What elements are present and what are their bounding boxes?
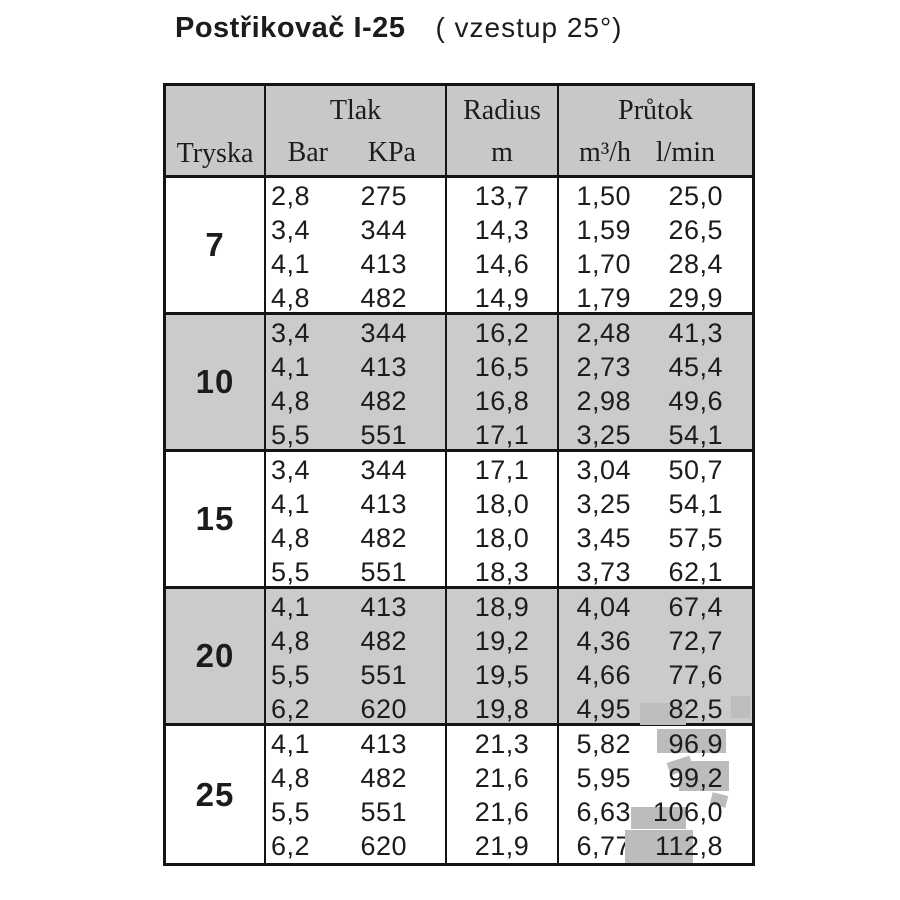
m3h-value: 6,77 [576,831,631,861]
tryska-cell [166,315,266,449]
lmin-value: 29,9 [668,283,723,313]
kpa-value: 413 [360,489,407,519]
bar-value: 3,4 [270,215,310,245]
bar-value: 4,1 [270,352,310,382]
header-prutok-label: Průtok [618,95,693,126]
kpa-value: 344 [360,318,407,348]
m3h-value: 4,36 [576,626,631,656]
tlak-cell [266,726,447,863]
prutok-cell [559,452,752,586]
bar-value: 4,1 [270,592,310,622]
radius-value: 18,3 [474,557,530,587]
m3h-value: 2,98 [576,386,631,416]
m3h-value: 3,25 [576,489,631,519]
radius-value: 14,6 [474,249,530,279]
lmin-value: 77,6 [668,660,723,690]
m3h-value: 1,70 [576,249,631,279]
kpa-value: 413 [360,352,407,382]
lmin-value: 106,0 [631,795,723,829]
m3h-value: 3,73 [576,557,631,587]
kpa-value: 482 [360,386,407,416]
kpa-value: 344 [360,455,407,485]
m3h-value: 5,82 [576,729,631,759]
lmin-value: 50,7 [668,455,723,485]
bar-value: 5,5 [270,797,310,827]
header-tlak-label: Tlak [329,95,382,126]
tryska-cell [166,452,266,586]
m3h-value: 2,73 [576,352,631,382]
header-radius-unit: m [491,137,513,168]
lmin-value: 67,4 [668,592,723,622]
header-m3h-label: m³/h [579,137,631,168]
header-tryska-cell [166,86,266,175]
lmin-value: 28,4 [668,249,723,279]
radius-value: 18,9 [474,592,530,622]
bar-value: 4,8 [270,523,310,553]
bar-value: 3,4 [270,318,310,348]
lmin-value: 99,2 [631,761,723,795]
tryska-value: 20 [195,637,235,674]
bar-value: 4,1 [270,249,310,279]
product-name: Postřikovač I-25 [175,12,406,44]
lmin-value: 96,9 [631,727,723,761]
m3h-value: 3,04 [576,455,631,485]
radius-cell [447,726,559,863]
title-note: ( vzestup 25°) [435,12,623,43]
bar-value: 4,8 [270,386,310,416]
tryska-value: 25 [195,775,235,813]
lmin-value: 57,5 [668,523,723,553]
bar-value: 3,4 [270,455,310,485]
kpa-value: 413 [360,249,407,279]
table-group-25 [166,726,752,863]
table-header-row [166,86,752,178]
kpa-value: 482 [360,523,407,553]
m3h-value: 5,95 [576,763,631,793]
radius-value: 18,0 [474,523,530,553]
table-group-20 [166,589,752,726]
bar-value: 5,5 [270,660,310,690]
radius-value: 21,3 [474,729,530,759]
lmin-value: 49,6 [668,386,723,416]
kpa-value: 482 [360,626,407,656]
table-group-15 [166,452,752,589]
radius-value: 19,2 [474,626,530,656]
lmin-value: 25,0 [668,181,723,211]
radius-value: 21,6 [474,763,530,793]
radius-value: 16,8 [474,386,530,416]
header-prutok-cell [559,86,752,175]
radius-value: 16,2 [474,318,530,348]
radius-value: 19,8 [474,694,530,724]
prutok-cell [559,589,752,723]
kpa-value: 344 [360,215,407,245]
tryska-value: 15 [195,500,235,537]
tryska-value: 7 [205,226,225,263]
tryska-cell [166,178,266,312]
lmin-value: 26,5 [668,215,723,245]
radius-value: 17,1 [474,420,530,450]
radius-cell [447,452,559,586]
m3h-value: 1,79 [576,283,631,313]
bar-value: 6,2 [270,694,310,724]
radius-value: 18,0 [474,489,530,519]
radius-value: 13,7 [474,181,530,211]
lmin-value: 54,1 [668,420,723,450]
bar-value: 4,8 [270,626,310,656]
table-group-10 [166,315,752,452]
bar-value: 5,5 [270,557,310,587]
kpa-value: 620 [360,831,407,861]
header-lmin-label: l/min [655,137,715,168]
page-title [175,12,623,45]
bar-value: 4,1 [270,729,310,759]
kpa-value: 551 [360,660,407,690]
tryska-cell [166,589,266,723]
prutok-cell [559,726,752,863]
lmin-value: 112,8 [631,829,723,863]
tlak-cell [266,452,447,586]
bar-value: 4,8 [270,283,310,313]
radius-cell [447,589,559,723]
radius-value: 16,5 [474,352,530,382]
header-radius-label: Radius [463,95,541,126]
radius-cell [447,178,559,312]
m3h-value: 2,48 [576,318,631,348]
m3h-value: 3,25 [576,420,631,450]
kpa-value: 275 [360,181,407,211]
radius-value: 21,6 [474,797,530,827]
m3h-value: 1,50 [576,181,631,211]
m3h-value: 3,45 [576,523,631,553]
header-bar-label: Bar [287,137,328,168]
prutok-cell [559,315,752,449]
bar-value: 4,8 [270,763,310,793]
header-tryska-label: Tryska [176,138,254,169]
kpa-value: 482 [360,763,407,793]
m3h-value: 4,04 [576,592,631,622]
header-kpa-label: KPa [367,137,416,168]
radius-cell [447,315,559,449]
lmin-value: 41,3 [668,318,723,348]
m3h-value: 6,63 [576,797,631,827]
tryska-cell [166,726,266,863]
radius-value: 14,9 [474,283,530,313]
tlak-cell [266,178,447,312]
bar-value: 2,8 [270,181,310,211]
m3h-value: 4,66 [576,660,631,690]
m3h-value: 4,95 [576,694,631,724]
radius-value: 21,9 [474,831,530,861]
radius-value: 14,3 [474,215,530,245]
kpa-value: 413 [360,729,407,759]
table-group-7 [166,178,752,315]
lmin-value: 72,7 [668,626,723,656]
performance-table [163,83,755,866]
lmin-value: 45,4 [668,352,723,382]
tryska-value: 10 [195,363,235,400]
radius-value: 19,5 [474,660,530,690]
prutok-cell [559,178,752,312]
bar-value: 5,5 [270,420,310,450]
kpa-value: 620 [360,694,407,724]
tlak-cell [266,315,447,449]
bar-value: 4,1 [270,489,310,519]
kpa-value: 551 [360,420,407,450]
m3h-value: 1,59 [576,215,631,245]
header-tlak-cell [266,86,447,175]
radius-value: 17,1 [474,455,530,485]
lmin-value: 54,1 [668,489,723,519]
kpa-value: 551 [360,557,407,587]
bar-value: 6,2 [270,831,310,861]
header-radius-cell [447,86,559,175]
kpa-value: 482 [360,283,407,313]
kpa-value: 551 [360,797,407,827]
tlak-cell [266,589,447,723]
lmin-value: 82,5 [631,692,723,726]
kpa-value: 413 [360,592,407,622]
lmin-value: 62,1 [668,557,723,587]
